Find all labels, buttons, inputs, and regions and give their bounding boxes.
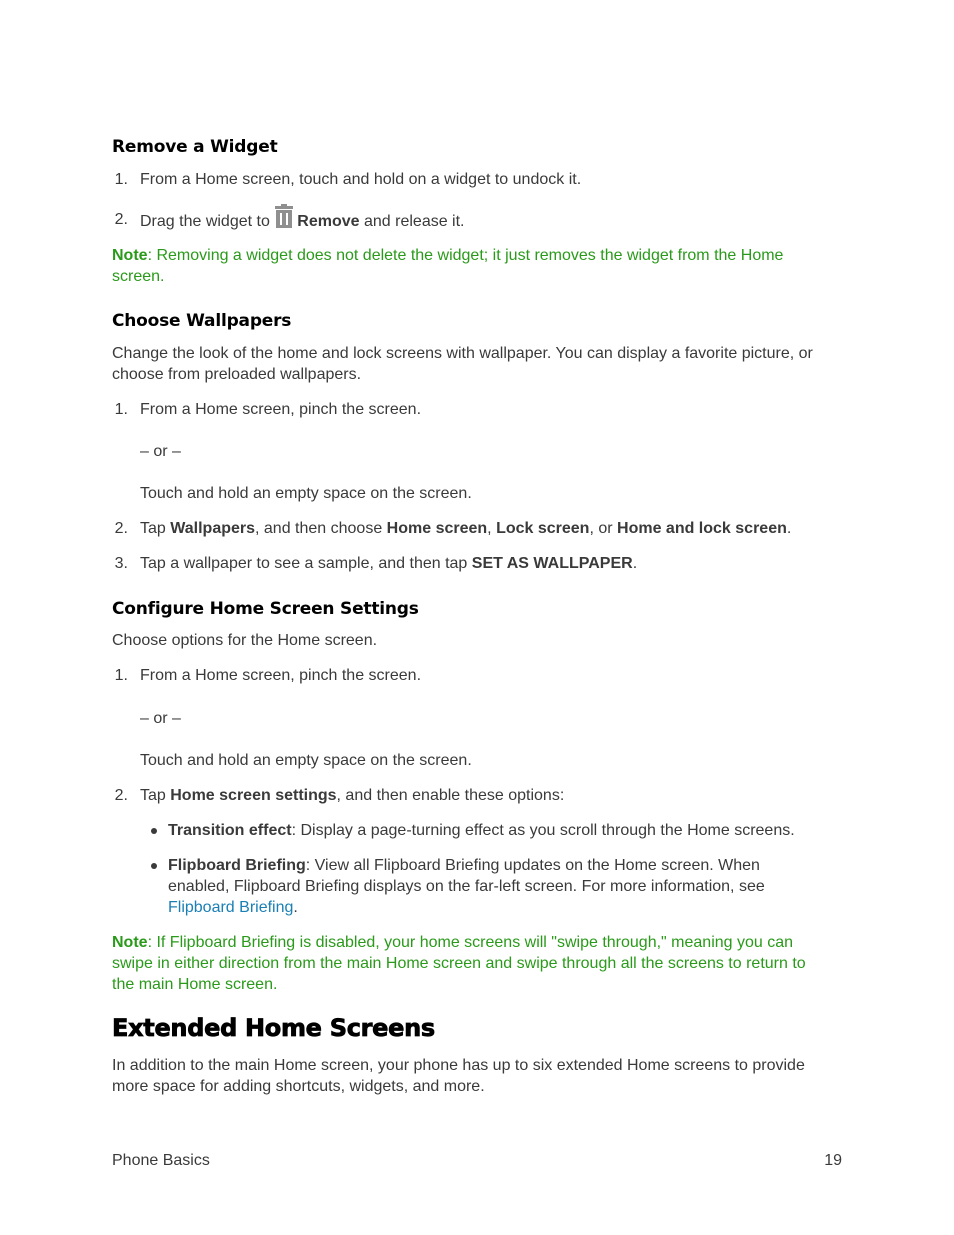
step-text-part: Tap [140,520,171,537]
step-text-part: . [786,520,792,537]
bullet-icon [151,863,157,869]
remove-label: Remove [297,213,360,230]
note-text: : If Flipboard Briefing is disabled, your home screens will "swipe through," meaning you can [147,934,794,951]
note [112,245,783,266]
bullet-text [168,897,298,918]
step-text-part: Drag the widget to [140,213,275,230]
bullet-item [168,820,795,841]
step-number: 1. [114,401,128,418]
note-text: : Removing a widget does not delete the widget; it just removes the widget from the Home [147,247,784,264]
home-screen-label: Home screen [386,520,488,537]
bullet-text: enabled, Flipboard Briefing displays on the far-left screen. For more information, see [168,878,765,895]
step-text: Touch and hold an empty space on the screen. [140,752,472,769]
lock-screen-label: Lock screen [496,520,590,537]
bullet-text: : View all Flipboard Briefing updates on the Home screen. When [305,857,760,874]
flipboard-briefing-label: Flipboard Briefing [168,857,306,874]
paragraph: choose from preloaded wallpapers. [112,366,362,383]
step-text: From a Home screen, touch and hold on a widget to undock it. [140,171,582,188]
step-number: 2. [114,520,128,537]
or-separator: – or – [140,710,181,727]
step-text-part: , and then enable these options: [336,787,565,804]
step-text: Touch and hold an empty space on the screen. [140,485,472,502]
home-and-lock-screen-label: Home and lock screen [617,520,787,537]
step-number: 3. [114,555,128,572]
set-as-wallpaper-label: SET AS WALLPAPER [471,555,633,572]
step-text-part: , [487,520,497,537]
bullet-item [168,855,760,876]
step-text-part: , or [589,520,618,537]
step-text [140,553,637,574]
note-text: screen. [112,268,165,285]
or-separator: – or – [140,443,181,460]
wallpapers-label: Wallpapers [170,520,256,537]
note-label: Note [112,247,148,264]
transition-effect-label: Transition effect [168,822,292,839]
step-text-part: and release it. [359,213,465,230]
step-text [140,206,465,234]
paragraph: In addition to the main Home screen, your phone has up to six extended Home screens to provide [112,1057,805,1074]
step-number: 2. [114,211,128,228]
step-number: 2. [114,787,128,804]
paragraph: Choose options for the Home screen. [112,632,378,649]
trash-icon [274,206,294,228]
heading-remove-widget: Remove a Widget [112,137,278,157]
page-number: 19 [824,1152,842,1169]
step-text-part: Tap a wallpaper to see a sample, and then tap [140,555,472,572]
step-text [140,518,791,539]
heading-extended-home-screens: Extended Home Screens [112,1014,435,1042]
heading-configure-home-screen-settings: Configure Home Screen Settings [112,599,419,619]
footer-section: Phone Basics [112,1152,210,1169]
paragraph: more space for adding shortcuts, widgets, and more. [112,1078,485,1095]
step-text: From a Home screen, pinch the screen. [140,667,422,684]
step-number: 1. [114,171,128,188]
step-text: From a Home screen, pinch the screen. [140,401,422,418]
note-text: swipe in either direction from the main Home screen and swipe through all the screens to return to [112,955,806,972]
step-text [140,785,564,806]
step-text-part: Tap [140,787,171,804]
bullet-text-end: . [293,899,298,916]
note [112,932,793,953]
heading-choose-wallpapers: Choose Wallpapers [112,311,292,331]
paragraph: Change the look of the home and lock screens with wallpaper. You can display a favorite picture, or [112,345,813,362]
step-text-part: . [632,555,638,572]
bullet-icon [151,828,157,834]
note-label: Note [112,934,148,951]
note-text: the main Home screen. [112,976,278,993]
step-number: 1. [114,667,128,684]
bullet-text: : Display a page-turning effect as you scroll through the Home screens. [291,822,795,839]
home-screen-settings-label: Home screen settings [170,787,337,804]
step-text-part: , and then choose [255,520,387,537]
flipboard-briefing-link[interactable]: Flipboard Briefing [168,899,294,916]
